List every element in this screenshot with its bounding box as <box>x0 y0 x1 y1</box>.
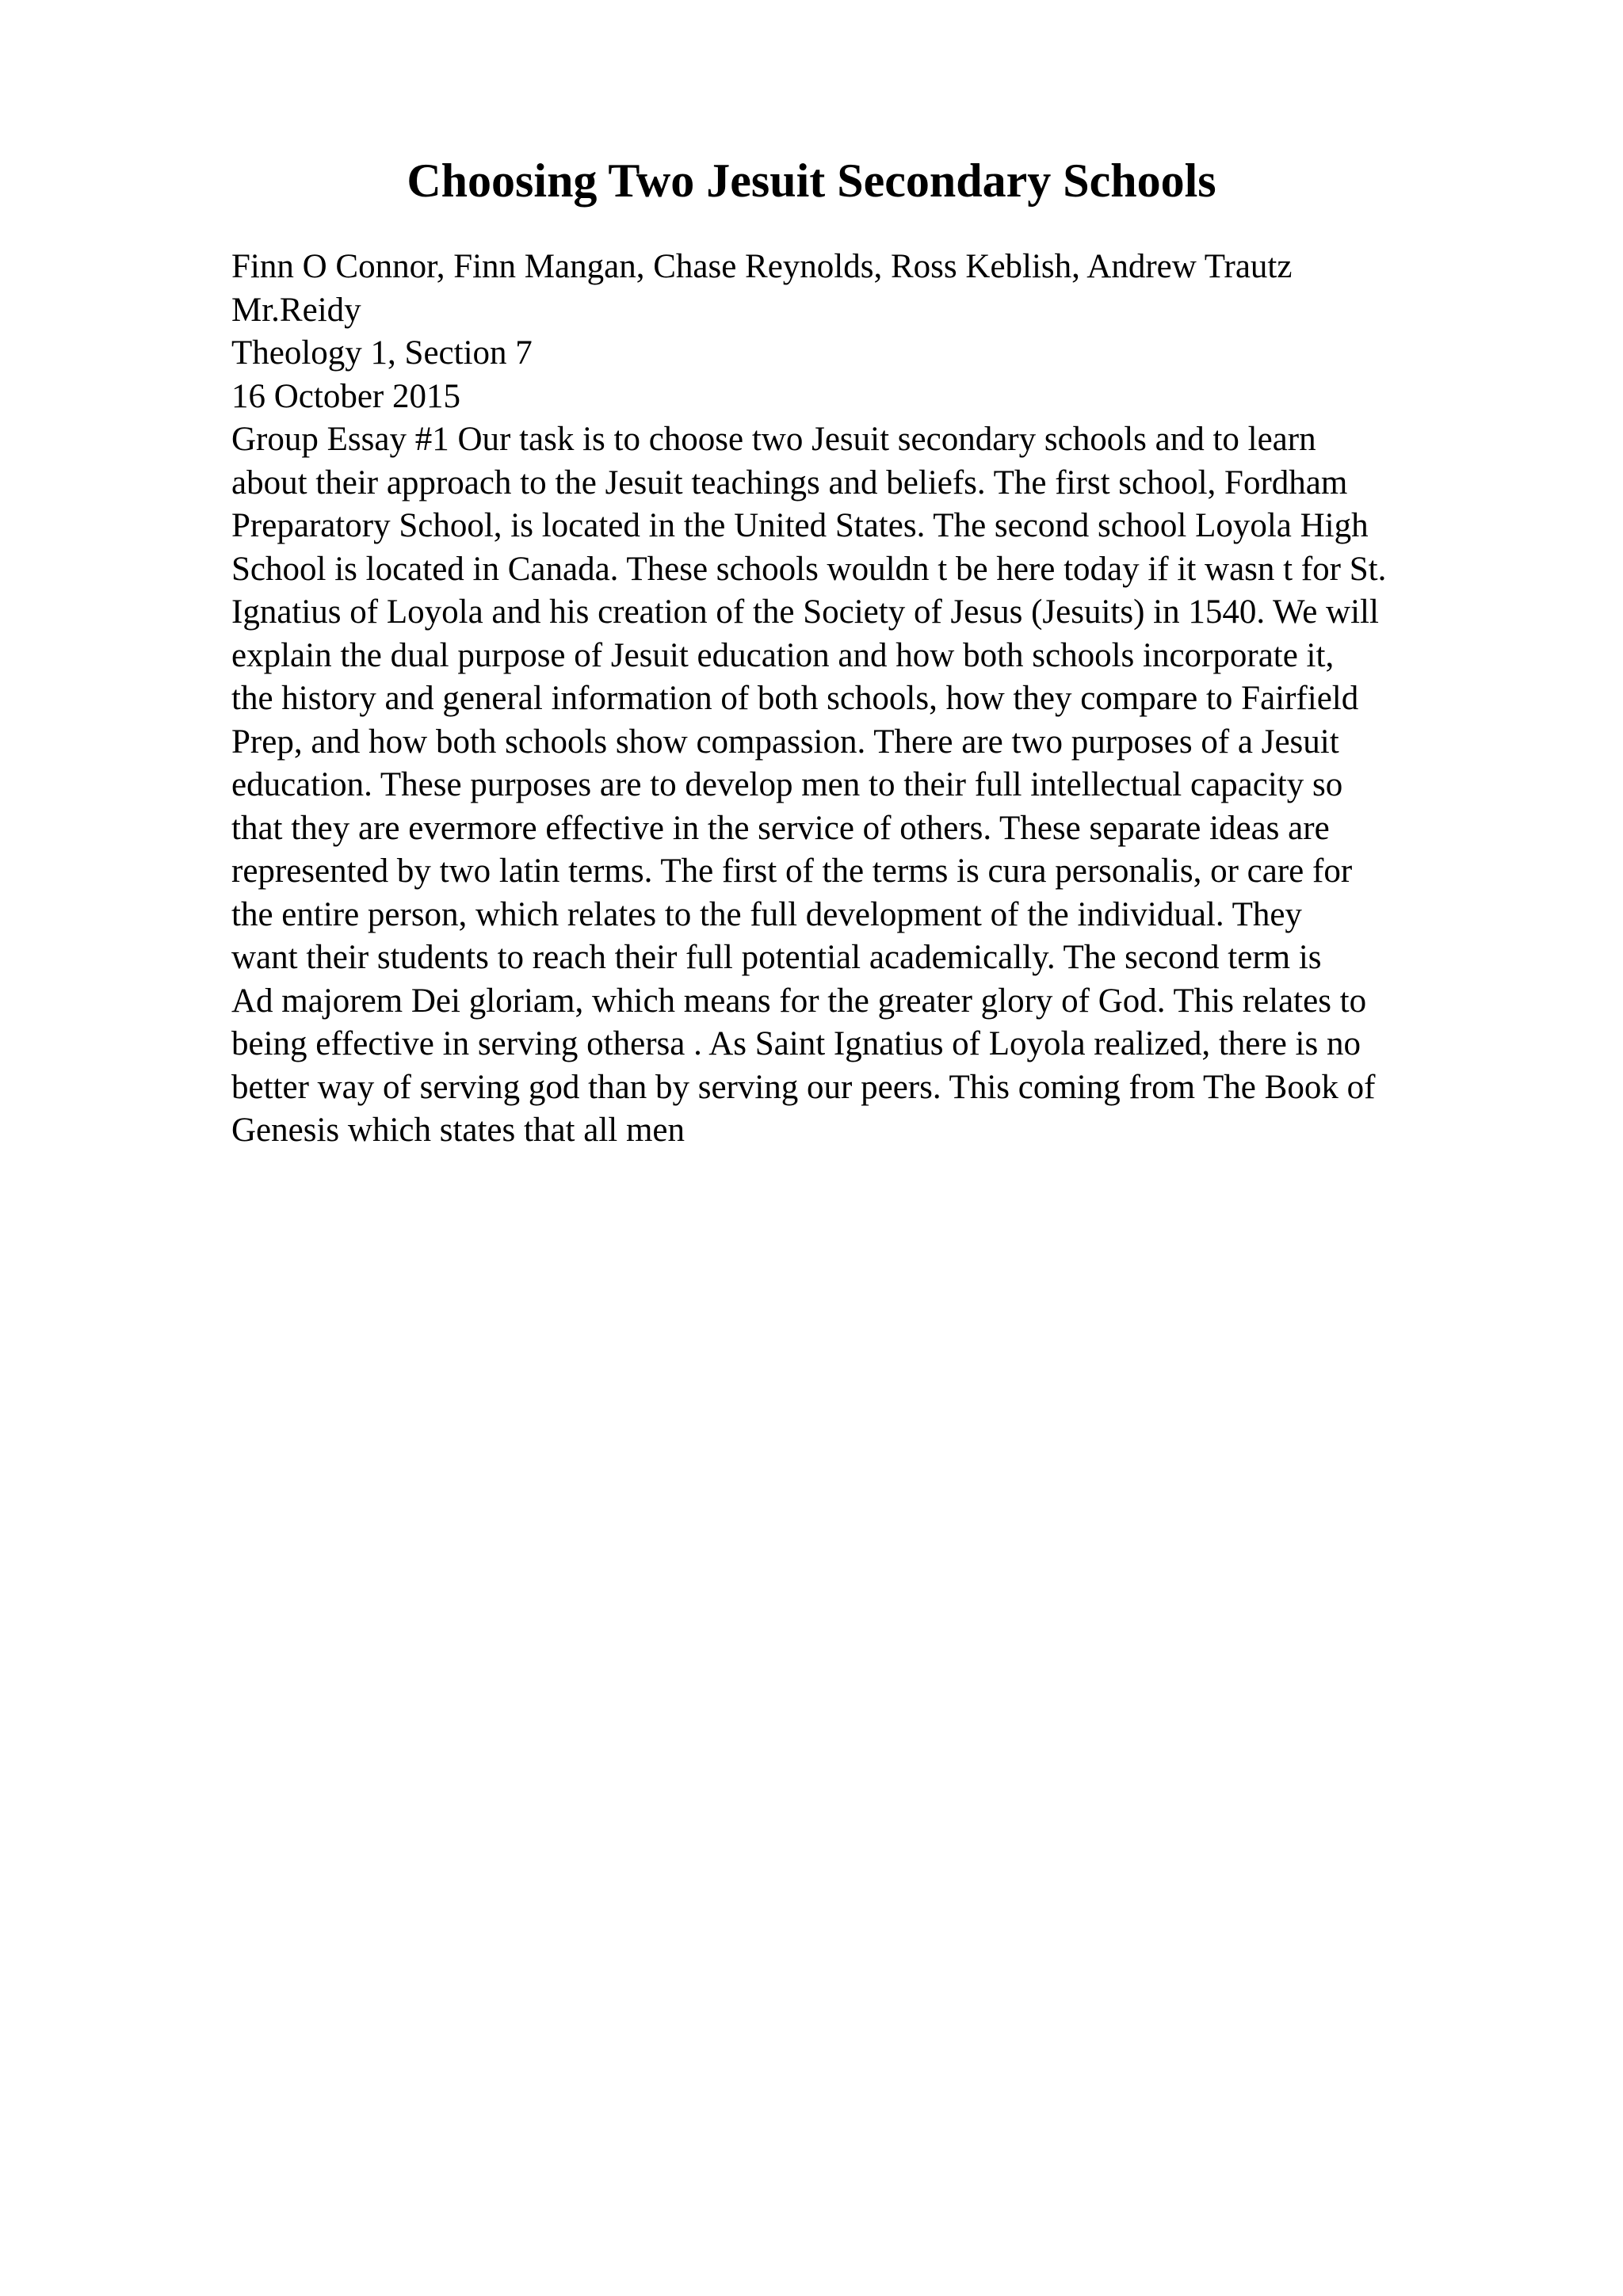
body-line: represented by two latin terms. The first of the terms is cura personalis, or care for <box>231 852 1353 890</box>
body-line: about their approach to the Jesuit teachings and beliefs. The first school, Fordham <box>231 463 1348 502</box>
document-content <box>231 246 1499 1153</box>
date-line: 16 October 2015 <box>231 377 460 415</box>
authors-line: Finn O Connor, Finn Mangan, Chase Reynolds, Ross Keblish, Andrew Trautz <box>231 248 1293 285</box>
page-title: Choosing Two Jesuit Secondary Schools <box>407 154 1216 207</box>
body-line: want their students to reach their full potential academically. The second term is <box>231 939 1322 976</box>
body-line: explain the dual purpose of Jesuit education and how both schools incorporate it, <box>231 636 1335 674</box>
body-line: being effective in serving othersa . As Saint Ignatius of Loyola realized, there is no <box>231 1025 1361 1062</box>
body-line: Preparatory School, is located in the United States. The second school Loyola High <box>231 507 1369 544</box>
body-line: the entire person, which relates to the full development of the individual. They <box>231 895 1302 933</box>
body-line: Ignatius of Loyola and his creation of the Society of Jesus (Jesuits) in 1540. We will <box>231 593 1379 631</box>
body-line: the history and general information of both schools, how they compare to Fairfield <box>231 680 1359 717</box>
body-line: School is located in Canada. These schools wouldn t be here today if it wasn t for St. <box>231 550 1387 588</box>
body-line: better way of serving god than by serving our peers. This coming from The Book of <box>231 1068 1376 1106</box>
body-line: Group Essay #1 Our task is to choose two Jesuit secondary schools and to learn <box>231 421 1316 458</box>
body-line: Ad majorem Dei gloriam, which means for the greater glory of God. This relates to <box>231 982 1367 1020</box>
course-line: Theology 1, Section 7 <box>231 334 533 372</box>
body-line: Prep, and how both schools show compassion. There are two purposes of a Jesuit <box>231 723 1339 761</box>
body-line: education. These purposes are to develop men to their full intellectual capacity so <box>231 766 1343 803</box>
body-line: that they are evermore effective in the service of others. These separate ideas are <box>231 809 1330 847</box>
body-line: Genesis which states that all men <box>231 1112 685 1149</box>
teacher-line: Mr.Reidy <box>231 291 361 329</box>
